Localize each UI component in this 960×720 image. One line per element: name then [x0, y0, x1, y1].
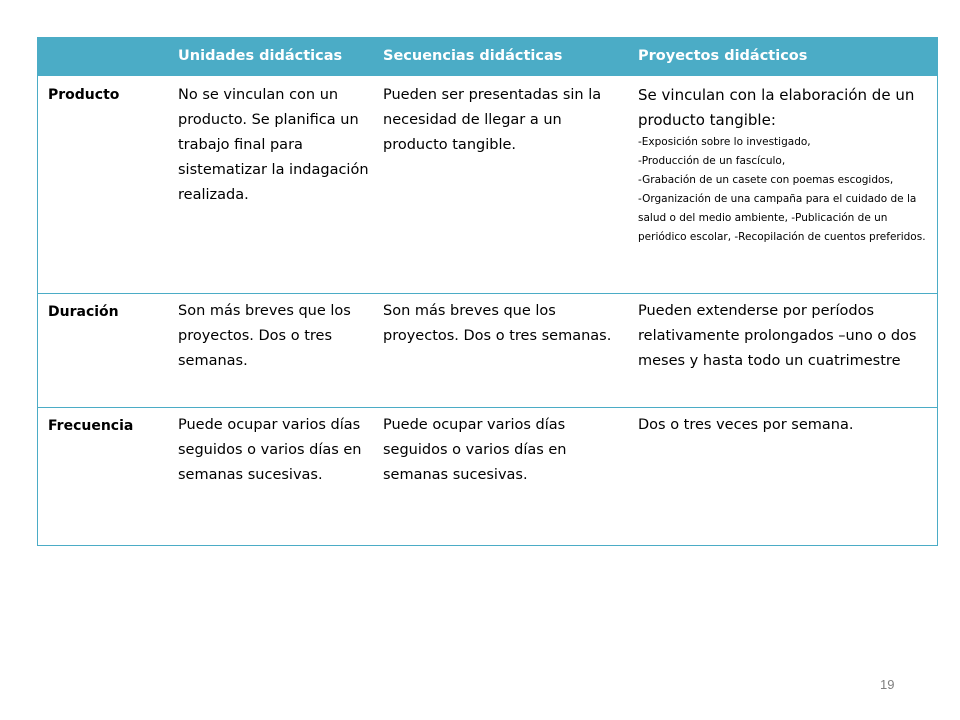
header-secuencias: Secuencias didácticas — [383, 48, 563, 64]
table-header-row — [38, 38, 937, 76]
list-item: -Producción de un fascículo, — [638, 155, 786, 167]
cell-producto-secuencias: Pueden ser presentadas sin la necesidad de llegar a un producto tangible. — [383, 87, 602, 153]
header-unidades: Unidades didácticas — [178, 48, 343, 64]
cell-frecuencia-unidades: Puede ocupar varios días seguidos o varios días en semanas sucesivas. — [178, 417, 362, 483]
list-item: -Organización de una campaña para el cuidado de la salud o del medio ambiente, -Publicación de un periódico escolar, -Recopilación de cuentos preferidos. — [638, 193, 926, 243]
list-item: -Exposición sobre lo investigado, — [638, 136, 811, 148]
cell-duracion-secuencias: Son más breves que los proyectos. Dos o tres semanas. — [383, 303, 612, 344]
proyectos-producto-lead: Se vinculan con la elaboración de un producto tangible: — [638, 86, 915, 129]
row-label-producto: Producto — [48, 87, 120, 103]
cell-producto-unidades: No se vinculan con un producto. Se planifica un trabajo final para sistematizar la indagación realizada. — [178, 87, 369, 203]
row-label-duracion: Duración — [48, 304, 119, 320]
cell-frecuencia-proyectos: Dos o tres veces por semana. — [638, 417, 854, 433]
comparison-table — [37, 37, 938, 546]
cell-frecuencia-secuencias: Puede ocupar varios días seguidos o varios días en semanas sucesivas. — [383, 417, 567, 483]
table-row-producto — [38, 76, 937, 324]
list-item: -Grabación de un casete con poemas escogidos, — [638, 174, 894, 186]
table-row-frecuencia — [38, 408, 937, 546]
table-row-duracion — [38, 294, 937, 412]
header-proyectos: Proyectos didácticos — [638, 48, 808, 64]
row-label-frecuencia: Frecuencia — [48, 418, 134, 434]
cell-duracion-proyectos: Pueden extenderse por períodos relativamente prolongados –uno o dos meses y hasta todo un cuatrimestre — [638, 303, 917, 369]
page-number: 19 — [880, 677, 895, 692]
cell-duracion-unidades: Son más breves que los proyectos. Dos o tres semanas. — [178, 303, 351, 369]
cell-producto-proyectos — [638, 83, 930, 247]
